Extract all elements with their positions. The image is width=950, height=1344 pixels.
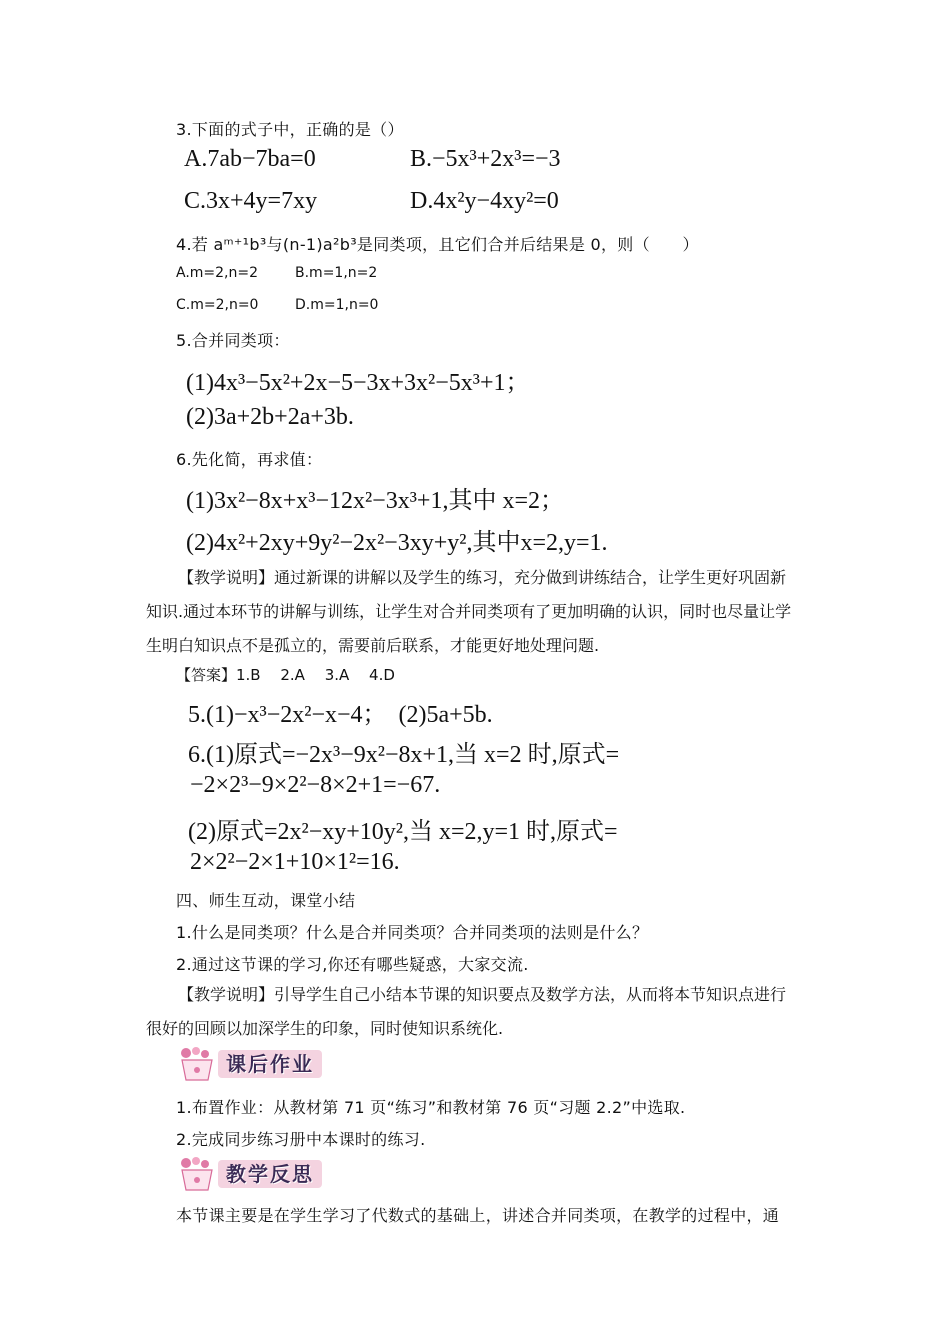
reflection-text: 本节课主要是在学生学习了代数式的基础上，讲述合并同类项，在教学的过程中，通 [176, 1206, 780, 1225]
q6-part-1: (1)3x²−8x+x³−12x²−3x³+1,其中 x=2； [186, 488, 564, 514]
reflection-badge-label: 教学反思 [218, 1160, 322, 1188]
answer-5: 5.(1)−x³−2x²−x−4； (2)5a+5b. [188, 702, 493, 728]
section-4-item-2: 2.通过这节课的学习,你还有哪些疑惑，大家交流. [176, 955, 529, 974]
answer-6-line-3: (2)原式=2x²−xy+10y²,当 x=2,y=1 时,原式= [188, 819, 618, 845]
q5-stem: 5.合并同类项： [176, 331, 290, 350]
q3-stem: 3.下面的式子中，正确的是（） [176, 120, 404, 139]
q6-part-2: (2)4x²+2xy+9y²−2x²−3xy+y²,其中x=2,y=1. [186, 530, 608, 556]
q4-stem: 4.若 aᵐ⁺¹b³与(n-1)a²b³是同类项，且它们合并后结果是 0，则（ ） [176, 235, 699, 254]
q3-option-d: D.4x²y−4xy²=0 [410, 188, 559, 214]
homework-item-2: 2.完成同步练习册中本课时的练习. [176, 1130, 426, 1149]
answer-6-line-4: 2×2²−2×1+10×1²=16. [190, 849, 400, 875]
q5-part-2: (2)3a+2b+2a+3b. [186, 404, 354, 430]
flower-pot-icon [176, 1046, 220, 1082]
answer-6-line-2: −2×2³−9×2²−8×2+1=−67. [190, 772, 441, 798]
q5-part-1: (1)4x³−5x²+2x−5−3x+3x²−5x³+1； [186, 370, 530, 396]
teaching-note-2: 【教学说明】引导学生自己小结本节课的知识要点及数学方法，从而将本节知识点进行很好的回顾以加深学生的印象，同时使知识系统化. [146, 985, 787, 1038]
homework-badge-label: 课后作业 [218, 1050, 322, 1078]
teaching-note-1: 【教学说明】通过新课的讲解以及学生的练习，充分做到讲练结合，让学生更好巩固新知识.通过本环节的讲解与训练，让学生对合并同类项有了更加明确的认识，同时也尽量让学生明白知识点不是孤立的，需要前后联系，才能更好地处理问题. [146, 568, 792, 655]
q6-stem: 6.先化简，再求值： [176, 450, 323, 469]
q3-option-a: A.7ab−7ba=0 [184, 146, 316, 172]
q3-option-c: C.3x+4y=7xy [184, 188, 318, 214]
answer-6-line-1: 6.(1)原式=−2x³−9x²−8x+1,当 x=2 时,原式= [188, 742, 620, 768]
answers-heading: 【答案】1.B 2.A 3.A 4.D [176, 666, 395, 684]
flower-pot-icon [176, 1156, 220, 1192]
q3-option-b: B.−5x³+2x³=−3 [410, 146, 561, 172]
q4-option-d: D.m=1,n=0 [295, 297, 379, 313]
q4-option-a: A.m=2,n=2 [176, 265, 259, 281]
q4-option-c: C.m=2,n=0 [176, 297, 259, 313]
section-4-title: 四、师生互动，课堂小结 [176, 891, 356, 910]
section-4-item-1: 1.什么是同类项？什么是合并同类项？合并同类项的法则是什么？ [176, 923, 649, 942]
q4-option-b: B.m=1,n=2 [295, 265, 378, 281]
homework-item-1: 1.布置作业：从教材第 71 页“练习”和教材第 76 页“习题 2.2”中选取. [176, 1098, 686, 1117]
